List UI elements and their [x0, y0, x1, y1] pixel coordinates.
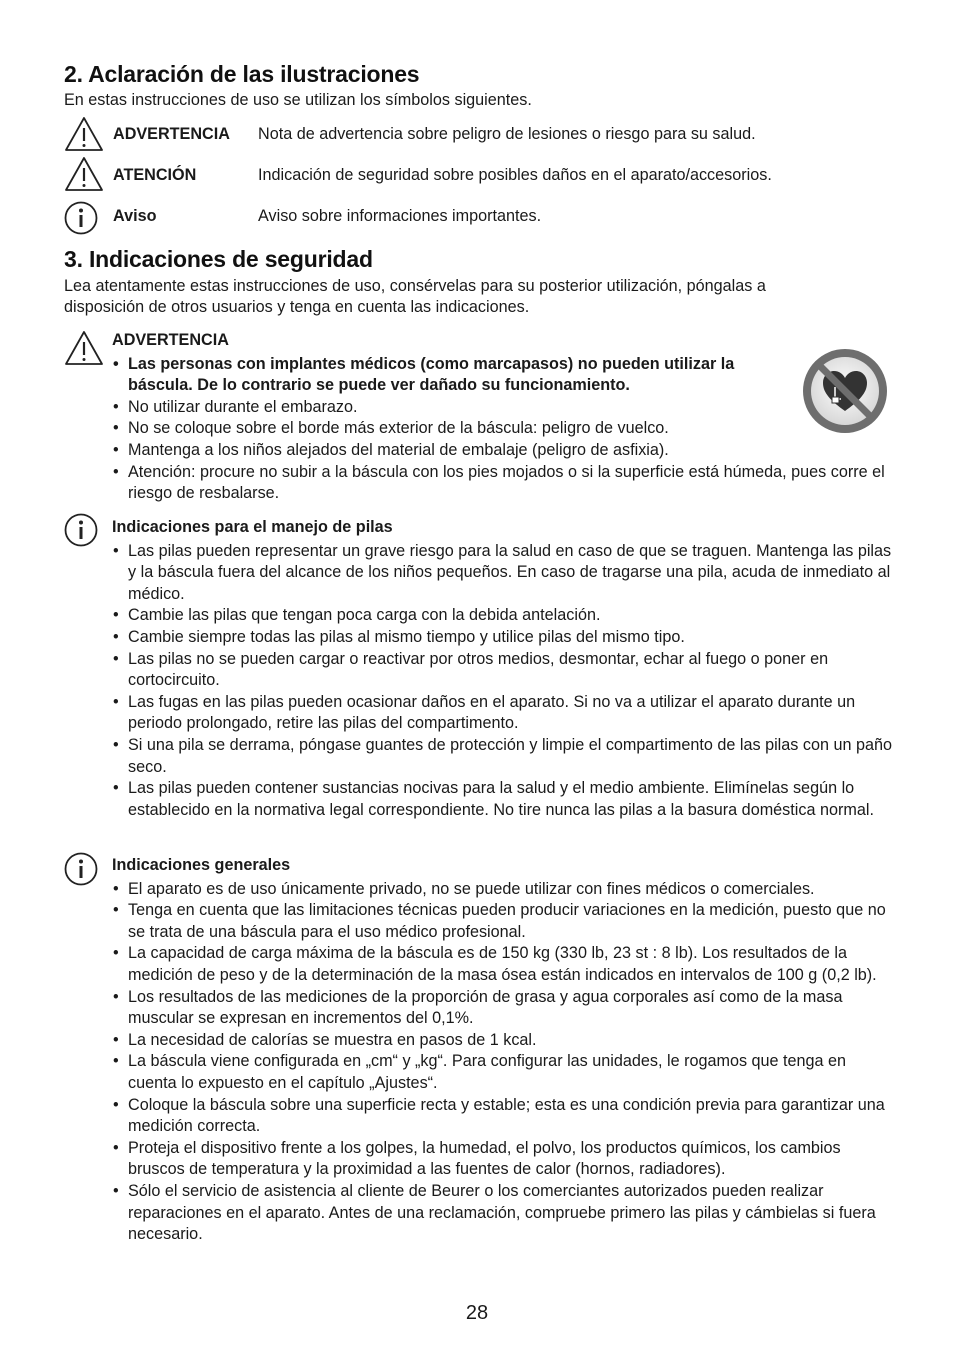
section-3-intro-line-2: disposición de otros usuarios y tenga en cuenta las indicaciones.	[64, 298, 530, 316]
no-pacemaker-icon	[801, 347, 889, 435]
list-item: • Las pilas pueden contener sustancias nocivas para la salud y el medio ambiente. Elimínelas según lo establecido en la normativa legal correspondiente. No tire nunca las pilas a la basura doméstica normal.	[112, 778, 892, 821]
batteries-title: Indicaciones para el manejo de pilas	[112, 518, 393, 536]
section-2-heading: 2. Aclaración de las ilustraciones	[64, 61, 420, 87]
symbol-desc-atencion: Indicación de seguridad sobre posibles daños en el aparato/accesorios.	[258, 166, 772, 184]
symbol-desc-aviso: Aviso sobre informaciones importantes.	[258, 207, 542, 225]
section-3-intro-line-1: Lea atentamente estas instrucciones de uso, consérvelas para su posterior utilización, póngalas a	[64, 277, 766, 295]
general-title: Indicaciones generales	[112, 856, 291, 874]
general-block	[112, 855, 892, 1246]
list-item: • Mantenga a los niños alejados del material de embalaje (peligro de asfixia).	[112, 440, 892, 462]
list-item: • Cambie las pilas que tengan poca carga con la debida antelación.	[112, 605, 892, 627]
list-item: • No utilizar durante el embarazo.	[112, 397, 892, 419]
symbol-label-atencion: ATENCIÓN	[113, 166, 197, 184]
symbol-label-advertencia: ADVERTENCIA	[113, 125, 230, 143]
warning-triangle-icon	[64, 156, 104, 192]
symbol-label-aviso: Aviso	[113, 207, 157, 225]
list-item: • La capacidad de carga máxima de la báscula es de 150 kg (330 lb, 23 st : 8 lb). Los resultados de la medición de peso y de la determinación de la masa ósea están indicados en intervalos de 100 g (0,2 lb).	[112, 943, 892, 986]
list-item: • Cambie siempre todas las pilas al mismo tiempo y utilice pilas del mismo tipo.	[112, 627, 892, 649]
list-item: • Atención: procure no subir a la báscula con los pies mojados o si la superficie está húmeda, pues corre el riesgo de resbalarse.	[112, 462, 892, 505]
info-icon	[64, 852, 98, 886]
warning-title: ADVERTENCIA	[112, 331, 229, 349]
batteries-block	[112, 517, 892, 821]
list-item: • Las pilas no se pueden cargar o reactivar por otros medios, desmontar, echar al fuego o poner en cortocircuito.	[112, 649, 892, 692]
warning-block	[112, 330, 892, 505]
list-item: • Las pilas pueden representar un grave riesgo para la salud en caso de que se traguen. Mantenga las pilas y la báscula fuera del alcance de los niños pequeños. En caso de tragarse una pila, acuda de inmediato al médico.	[112, 541, 892, 606]
list-item: • Tenga en cuenta que las limitaciones técnicas pueden producir variaciones en la medición, puesto que no se trata de una báscula para el uso médico profesional.	[112, 900, 892, 943]
list-item: • Los resultados de las mediciones de la proporción de grasa y agua corporales así como de la masa muscular se expresan en incrementos del 0,1%.	[112, 987, 892, 1030]
warning-triangle-icon	[64, 330, 104, 366]
section-2-intro: En estas instrucciones de uso se utilizan los símbolos siguientes.	[64, 91, 532, 109]
list-item: • Proteja el dispositivo frente a los golpes, la humedad, el polvo, los productos químicos, los cambios bruscos de temperatura y la proximidad a las fuentes de calor (hornos, radiadores).	[112, 1138, 892, 1181]
list-item: • Sólo el servicio de asistencia al cliente de Beurer o los comerciantes autorizados pueden realizar reparaciones en el aparato. Antes de una reclamación, compruebe primero las pilas y cámbielas si fuera necesario.	[112, 1181, 892, 1246]
symbol-desc-advertencia: Nota de advertencia sobre peligro de lesiones o riesgo para su salud.	[258, 125, 756, 143]
list-item: • La necesidad de calorías se muestra en pasos de 1 kcal.	[112, 1030, 892, 1052]
list-item: • El aparato es de uso únicamente privado, no se puede utilizar con fines médicos o comerciales.	[112, 879, 892, 901]
list-item: • No se coloque sobre el borde más exterior de la báscula: peligro de vuelco.	[112, 418, 892, 440]
list-item: • Las fugas en las pilas pueden ocasionar daños en el aparato. Si no va a utilizar el aparato durante un periodo prolongado, retire las pilas del compartimento.	[112, 692, 892, 735]
list-item: • Si una pila se derrama, póngase guantes de protección y limpie el compartimento de las pilas con un paño seco.	[112, 735, 892, 778]
section-3-heading: 3. Indicaciones de seguridad	[64, 246, 373, 272]
warning-triangle-icon	[64, 116, 104, 152]
info-icon	[64, 201, 98, 235]
batteries-list	[112, 541, 892, 822]
warning-list	[112, 354, 892, 505]
info-icon	[64, 513, 98, 547]
list-item: • Coloque la báscula sobre una superficie recta y estable; esta es una condición previa para garantizar una medición correcta.	[112, 1095, 892, 1138]
general-list	[112, 879, 892, 1246]
list-item: • Las personas con implantes médicos (como marcapasos) no pueden utilizar la báscula. De lo contrario se puede ver dañado su funcionamiento.	[112, 354, 793, 397]
page-number: 28	[465, 1302, 489, 1324]
list-item: • La báscula viene configurada en „cm“ y „kg“. Para configurar las unidades, le rogamos que tenga en cuenta lo expuesto en el capítulo „Ajustes“.	[112, 1051, 892, 1094]
